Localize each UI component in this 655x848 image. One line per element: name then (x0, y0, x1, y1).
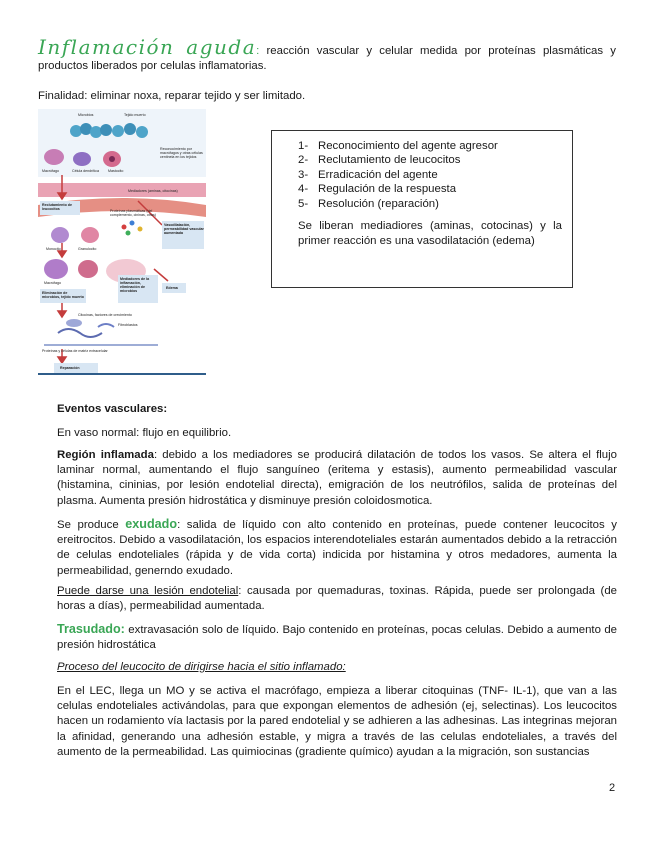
page-title: Inflamación aguda (38, 35, 257, 59)
lesion-text: : causada por quemaduras, toxinas. Rápida, puede ser prolongada (de horas a días), permeabilidad aumentada. (57, 585, 617, 613)
trasudado-text: extravasación solo de líquido. Bajo contenido en proteínas, pocas celulas. Debido a aumento de presión hidrostática (57, 624, 617, 652)
label-edema: Edema (166, 286, 178, 290)
vaso-normal-line: En vaso normal: flujo en equilibrio. (57, 427, 232, 439)
label-citocinas-factores: Citocinas, factores de crecimiento (78, 313, 132, 317)
exudado-label: exudado (125, 517, 178, 531)
step-number: 4- (298, 183, 309, 196)
lesion-label: Puede darse una lesión endotelial (57, 585, 239, 597)
finalidad-line: Finalidad: eliminar noxa, reparar tejido y ser limitado. (38, 90, 306, 102)
step-item (298, 168, 498, 182)
steps-list (298, 139, 498, 211)
step-number: 3- (298, 168, 309, 181)
step-number: 5- (298, 197, 309, 210)
intro-paragraph (38, 35, 616, 74)
steps-box (271, 130, 573, 288)
step-text: Erradicación del agente (318, 168, 438, 181)
step-item (298, 139, 498, 153)
region-text: : debido a los mediadores se producirá dilatación de todos los vasos. Se altera el flujo laminar normal, aumentando el flujo sanguíneo (eritema y estasis), aumento permeabilidad vascular (histamina, cininias, por lesión endotelial directa), emigración de los neutrófilos, salida de proteínas del plasma. Aumenta presión hidrostática y disminuye presión coloidosmotica. (57, 449, 617, 507)
exudado-paragraph (57, 517, 617, 579)
lec-paragraph: En el LEC, llega un MO y se activa el macrófago, empieza a liberar citoquinas (TNF- IL-1), que van a las celulas endoteliales activándolas, para que expongan elementos de adhesión (ej, selectinas). Los leucocitos hacen un rodamiento vía lactasis por la pared endotelial y se adhieren a las adhesinas. Las integrinas mejoran la afinidad, generando una adhesión estable, y migra a través de las celulas endoteliales, a través del aumento de la permeabilidad. Las quimiocinas (gradiente químico) ayudan a la migración, son sustancias (57, 685, 617, 758)
step-item (298, 182, 498, 196)
lesion-paragraph (57, 584, 617, 614)
label-mastocito: Mastocito (108, 169, 124, 173)
label-tejido-muerto: Tejido muerto (124, 113, 146, 117)
step-item (298, 197, 498, 211)
trasudado-paragraph (57, 622, 617, 653)
step-text: Resolución (reparación) (318, 197, 439, 210)
step-item (298, 153, 498, 167)
diagram-labels (38, 109, 206, 375)
region-label: Región inflamada (57, 449, 154, 461)
diagram-bottom-border (38, 373, 206, 375)
title-separator: : (256, 45, 260, 57)
inflammation-diagram (38, 109, 206, 375)
label-mediadores-inflamacion: Mediadores de la inflamación, eliminación de microbios (120, 277, 150, 293)
step-text: Reclutamiento de leucocitos (318, 154, 461, 167)
label-reclutamiento: Reclutamiento de leucocitos (42, 203, 72, 211)
eventos-heading: Eventos vasculares: (57, 403, 168, 415)
label-granulocito: Granulocito (78, 247, 97, 251)
label-reconocimiento: Reconocimiento por macrófagos y otras células centinela en los tejidos (160, 147, 203, 159)
trasudado-label: Trasudado: (57, 622, 125, 636)
label-macrofago-2: Macrófago (44, 281, 61, 285)
step-number: 1- (298, 140, 309, 152)
step-text: Regulación de la respuesta (318, 183, 457, 196)
exudado-text: : salida de líquido con alto contenido en proteínas, puede contener leucocitos y ereitrocitos. Debido a vasodilatación, los espacios interendoteliales estarán aumentados debido a la retracción de celulas endoteliales (rápida y de vida corta) indicida por histamina y otros medadores, aumenta la permeabilidad, generndo exudado. (57, 519, 617, 577)
region-paragraph (57, 448, 617, 509)
label-celula-dendritica: Célula dendrítica (72, 169, 99, 173)
exudado-pre: Se produce (57, 519, 126, 531)
steps-note: Se liberan mediadiores (aminas, cotocinas) y la primer reacción es una vasodilatación (edema) (298, 220, 562, 247)
label-fibroblastos: Fibroblastos (118, 323, 138, 327)
label-monocito: Monocito (46, 247, 61, 251)
label-eliminacion: Eliminación de microbios, tejido muerto (42, 291, 84, 299)
label-microbios: Microbios (78, 113, 94, 117)
step-text: Reconocimiento del agente agresor (318, 140, 498, 152)
label-vasodilatacion: Vasodilatación, permeabilidad vascular aumentada (164, 223, 204, 235)
label-proteinas-matriz: Proteínas y células de matriz extracelular (42, 349, 108, 353)
label-proteinas-plasmaticas: Proteínas plasmáticas (del complemento, cininas, otras) (110, 209, 156, 217)
intro-definition: reacción vascular y celular medida por proteínas plasmáticas y productos liberados por celulas inflamatorias. (38, 45, 616, 73)
page-number: 2 (609, 782, 616, 794)
label-mediadores: Mediadores (aminas, citocinas) (128, 189, 178, 193)
label-macrofago: Macrófago (42, 169, 59, 173)
step-number: 2- (298, 154, 309, 167)
label-reparacion: Reparación (60, 366, 80, 370)
proceso-heading: Proceso del leucocito de dirigirse hacia el sitio inflamado: (57, 661, 346, 673)
